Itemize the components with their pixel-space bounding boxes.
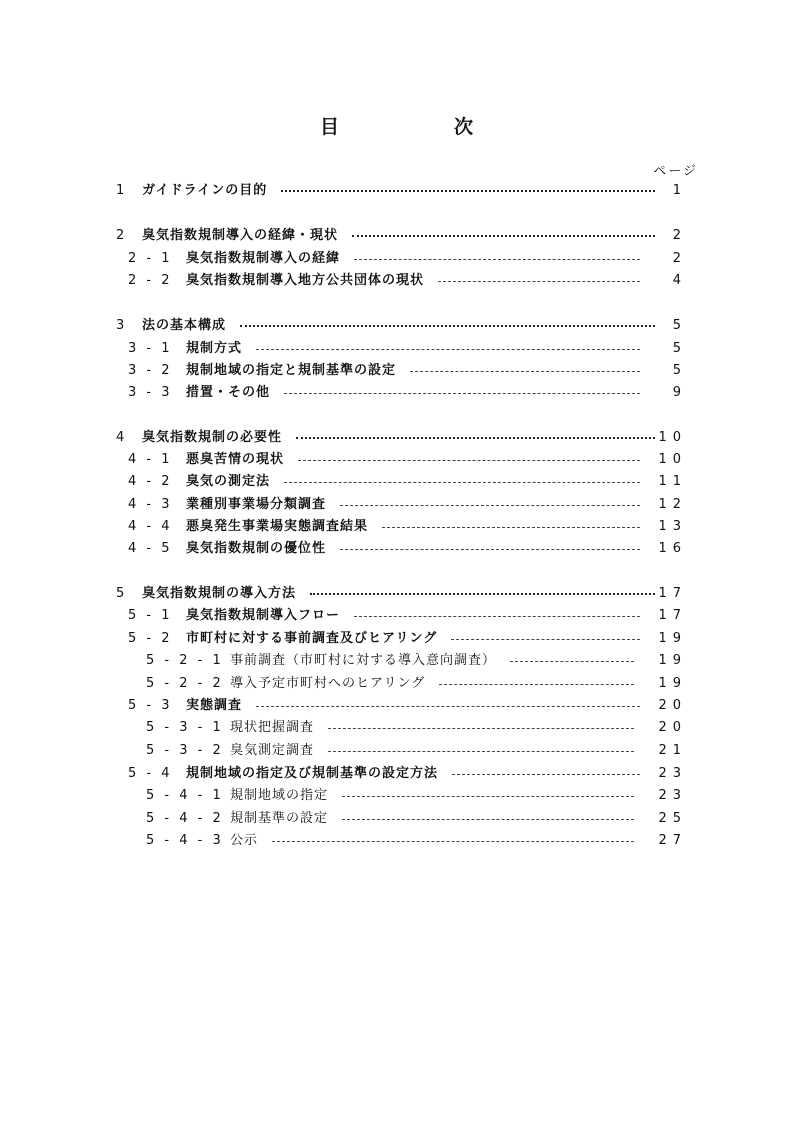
entry-title: 臭気の測定法 [186, 474, 271, 489]
entry-page: 27 [658, 833, 687, 848]
dot-leader [340, 549, 640, 550]
dot-leader [410, 371, 640, 372]
entry-page: 23 [658, 766, 687, 781]
toc-entry[interactable] [0, 674, 793, 694]
dot-leader [256, 706, 640, 707]
toc-entry[interactable] [0, 809, 793, 829]
entry-title: 導入予定市町村へのヒアリング [230, 676, 426, 691]
toc-entry[interactable] [0, 428, 793, 448]
entry-number: 5 - 4 [128, 766, 173, 781]
entry-number: 5 - 4 - 1 [146, 788, 224, 803]
dot-leader [298, 460, 640, 461]
entry-title: 規制基準の設定 [230, 811, 329, 826]
toc-entry[interactable] [0, 786, 793, 806]
toc-entry[interactable] [0, 472, 793, 492]
dot-leader [354, 259, 640, 260]
entry-page: 21 [658, 743, 687, 758]
toc-entry[interactable] [0, 271, 793, 291]
entry-title: ガイドラインの目的 [142, 183, 268, 198]
toc-entry[interactable] [0, 517, 793, 537]
dot-leader [438, 281, 640, 282]
entry-title: 悪臭発生事業場実態調査結果 [186, 519, 369, 534]
entry-number: 5 [116, 586, 128, 601]
toc-entry[interactable] [0, 226, 793, 246]
dot-leader [352, 235, 655, 237]
entry-title: 規制地域の指定 [230, 788, 329, 803]
entry-number: 4 - 3 [128, 497, 173, 512]
dot-leader [452, 774, 640, 775]
entry-page: 5 [672, 341, 687, 356]
entry-title: 臭気指数規制導入の経緯・現状 [142, 228, 339, 243]
entry-page: 13 [658, 519, 687, 534]
entry-page: 20 [658, 698, 687, 713]
toc-entry[interactable] [0, 181, 793, 201]
dot-leader [240, 325, 655, 327]
toc-entry[interactable] [0, 696, 793, 716]
entry-page: 23 [658, 788, 687, 803]
entry-page: 4 [672, 273, 687, 288]
entry-number: 3 - 2 [128, 363, 173, 378]
entry-title: 臭気指数規制導入の経緯 [186, 251, 341, 266]
entry-title: 措置・その他 [186, 385, 271, 400]
entry-page: 17 [658, 586, 687, 601]
entry-title: 業種別事業場分類調査 [186, 497, 327, 512]
entry-page: 9 [672, 385, 687, 400]
entry-number: 4 - 5 [128, 541, 173, 556]
entry-number: 5 - 3 - 2 [146, 743, 224, 758]
entry-number: 5 - 2 - 1 [146, 653, 224, 668]
dot-leader [310, 593, 655, 595]
toc-entry[interactable] [0, 741, 793, 761]
page-title: 目 次 [319, 116, 521, 138]
entry-number: 1 [116, 183, 128, 198]
dot-leader [284, 393, 640, 394]
entry-number: 4 - 1 [128, 452, 173, 467]
toc-entry[interactable] [0, 606, 793, 626]
page-column-label: ページ [653, 164, 698, 179]
entry-page: 12 [658, 497, 687, 512]
toc-entry[interactable] [0, 584, 793, 604]
entry-title: 市町村に対する事前調査及びヒアリング [186, 631, 438, 646]
entry-number: 3 [116, 318, 128, 333]
dot-leader [510, 661, 634, 662]
entry-number: 3 - 1 [128, 341, 173, 356]
entry-number: 2 [116, 228, 128, 243]
entry-title: 規制地域の指定と規制基準の設定 [186, 363, 397, 378]
entry-title: 現状把握調査 [230, 720, 315, 735]
entry-title: 臭気指数規制の優位性 [186, 541, 327, 556]
toc-entry[interactable] [0, 495, 793, 515]
entry-page: 20 [658, 720, 687, 735]
dot-leader [296, 437, 655, 439]
entry-title: 公示 [230, 833, 259, 848]
entry-number: 5 - 2 - 2 [146, 676, 224, 691]
entry-title: 規制地域の指定及び規制基準の設定方法 [186, 766, 439, 781]
toc-entry[interactable] [0, 831, 793, 851]
entry-page: 19 [658, 653, 687, 668]
entry-page: 5 [672, 318, 687, 333]
entry-page: 10 [658, 452, 687, 467]
entry-title: 悪臭苦情の現状 [186, 452, 285, 467]
toc-entry[interactable] [0, 718, 793, 738]
toc-entry[interactable] [0, 361, 793, 381]
entry-page: 5 [672, 363, 687, 378]
toc-entry[interactable] [0, 764, 793, 784]
dot-leader [272, 841, 634, 842]
entry-title: 臭気指数規制の導入方法 [142, 586, 297, 601]
entry-number: 5 - 3 - 1 [146, 720, 224, 735]
dot-leader [256, 349, 640, 350]
dot-leader [382, 527, 640, 528]
entry-page: 19 [658, 631, 687, 646]
dot-leader [328, 751, 634, 752]
entry-title: 規制方式 [186, 341, 243, 356]
entry-page: 2 [672, 228, 687, 243]
entry-title: 臭気指数規制の必要性 [142, 430, 283, 445]
dot-leader [284, 482, 640, 483]
toc-entry[interactable] [0, 629, 793, 649]
entry-number: 5 - 2 [128, 631, 173, 646]
entry-number: 3 - 3 [128, 385, 173, 400]
entry-title: 事前調査（市町村に対する導入意向調査） [230, 653, 497, 668]
dot-leader [328, 728, 634, 729]
entry-page: 19 [658, 676, 687, 691]
entry-page: 10 [658, 430, 687, 445]
dot-leader [451, 639, 640, 640]
entry-page: 1 [672, 183, 687, 198]
dot-leader [340, 505, 640, 506]
toc-entry[interactable] [0, 651, 793, 671]
entry-title: 臭気指数規制導入地方公共団体の現状 [186, 273, 425, 288]
toc-entry[interactable] [0, 383, 793, 403]
entry-number: 2 - 1 [128, 251, 173, 266]
entry-number: 4 - 2 [128, 474, 173, 489]
entry-number: 5 - 3 [128, 698, 173, 713]
entry-number: 2 - 2 [128, 273, 173, 288]
toc-entry[interactable] [0, 316, 793, 336]
dot-leader [342, 796, 634, 797]
entry-number: 4 - 4 [128, 519, 173, 534]
entry-number: 4 [116, 430, 128, 445]
dot-leader [439, 684, 634, 685]
entry-page: 16 [658, 541, 687, 556]
entry-page: 25 [658, 811, 687, 826]
entry-title: 臭気指数規制導入フロー [186, 608, 341, 623]
entry-title: 法の基本構成 [142, 318, 227, 333]
entry-number: 5 - 4 - 3 [146, 833, 224, 848]
entry-number: 5 - 4 - 2 [146, 811, 224, 826]
toc-entry[interactable] [0, 450, 793, 470]
entry-page: 2 [672, 251, 687, 266]
entry-title: 実態調査 [186, 698, 243, 713]
dot-leader [281, 190, 655, 192]
toc-entry[interactable] [0, 249, 793, 269]
entry-title: 臭気測定調査 [230, 743, 315, 758]
entry-page: 11 [658, 474, 687, 489]
toc-entry[interactable] [0, 339, 793, 359]
dot-leader [354, 616, 640, 617]
entry-page: 17 [658, 608, 687, 623]
toc-entry[interactable] [0, 539, 793, 559]
entry-number: 5 - 1 [128, 608, 173, 623]
dot-leader [342, 819, 634, 820]
